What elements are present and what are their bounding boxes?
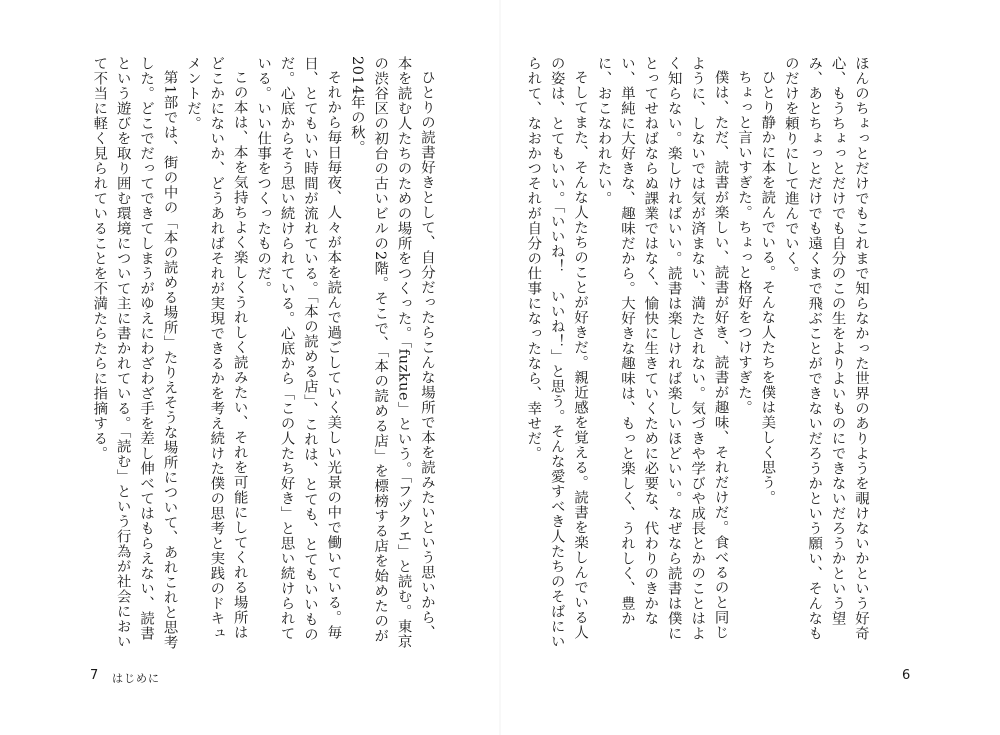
right-page-paragraph-4: そしてまた、そんな人たちのことが好きだ。親近感を覚える。読書を楽しんでいる人の姿は、とてもいい。「いいね！ いいね！」と思う。そんな愛すべき人たちのそばにいられて、なおかつそれが自分の仕事になったなら、幸せだ。: [525, 56, 589, 649]
page-number-right: 6: [902, 668, 911, 683]
right-page-paragraph-1: ひとり静かに本を読んでいる。そんな人たちを僕は美しく思う。: [759, 70, 776, 506]
running-head: はじめに: [112, 672, 160, 685]
right-page-body: [525, 56, 872, 652]
left-page-paragraph-2: それから毎日毎夜、人々が本を読んで過ごしていく美しい光景の中で働いている。毎日、とてもいい時間が流れている。「本の読める店」、これは、とても、とてもいいものだ。心底からそう思い続けられている。心底から「この人たち好き」と思い続けられている。いい仕事をつくったものだ。: [255, 56, 342, 642]
right-page-paragraph-3: 僕は、ただ、読書が楽しい、読書が好き、読書が趣味、それだけだ。食べるのと同じように、しないでは気が済まない、満たされない。気づきや学びや成長とかのことはよく知らない。楽しければいい。読書は楽しければ楽しいほどいい。なぜなら読書は僕にとってせねばならぬ課業ではなく、愉快に生きていくために必要な、代わりのきかない、単純に大好きな、趣味だから。大好きな趣味は、もっと楽しく、うれしく、豊かに、おこなわれたい。: [595, 56, 729, 641]
right-page-paragraph-2: ちょっと言いすぎた。ちょっと格好をつけすぎた。: [735, 70, 752, 416]
left-page-paragraph-3: この本は、本を気持ちよく楽しくうれしく読みたい、それを可能にしてくれる場所はどこかにないか、どうあればそれが実現できるかを考え続けた僕の思考と実践のドキュメントだ。: [184, 56, 248, 641]
book-gutter: [499, 0, 501, 735]
left-page-paragraph-4: 第1部では、街の中の「本の読める場所」たりえそうな場所について、あれこれと思考した。どこでだってできてしまうがゆえにわざわざ手を差し伸べてはもらえない、読書という遊びを取り囲む環境について主に書かれている。「読む」という行為が社会において不当に軽く見られていることを不満たらたらに指摘する。: [91, 56, 178, 651]
page-number-left: 7: [90, 668, 99, 683]
left-page-paragraph-1: ひとりの読書好きとして、自分だったらこんな場所で本を読みたいという思いから、本を読む人たちのための場所をつくった。「fuzkue」という。「フヅクエ」と読む。東京の渋谷区の初台の古いビルの2階。そこで、「本の読める店」を標榜する店を始めたのが2014年の秋。: [348, 56, 435, 649]
right-page-continuation: ほんのちょっとだけでもこれまで知らなかった世界のありようを覗けないかという好奇心、もうちょっとだけでも自分のこの生をよりよいものにできないだろうかという望み、あとちょっとだけでも遠くまで飛ぶことができないだろうかという願い、そんなものだけを頼りにして進んでいく。: [782, 56, 869, 641]
left-page-body: [62, 56, 438, 652]
